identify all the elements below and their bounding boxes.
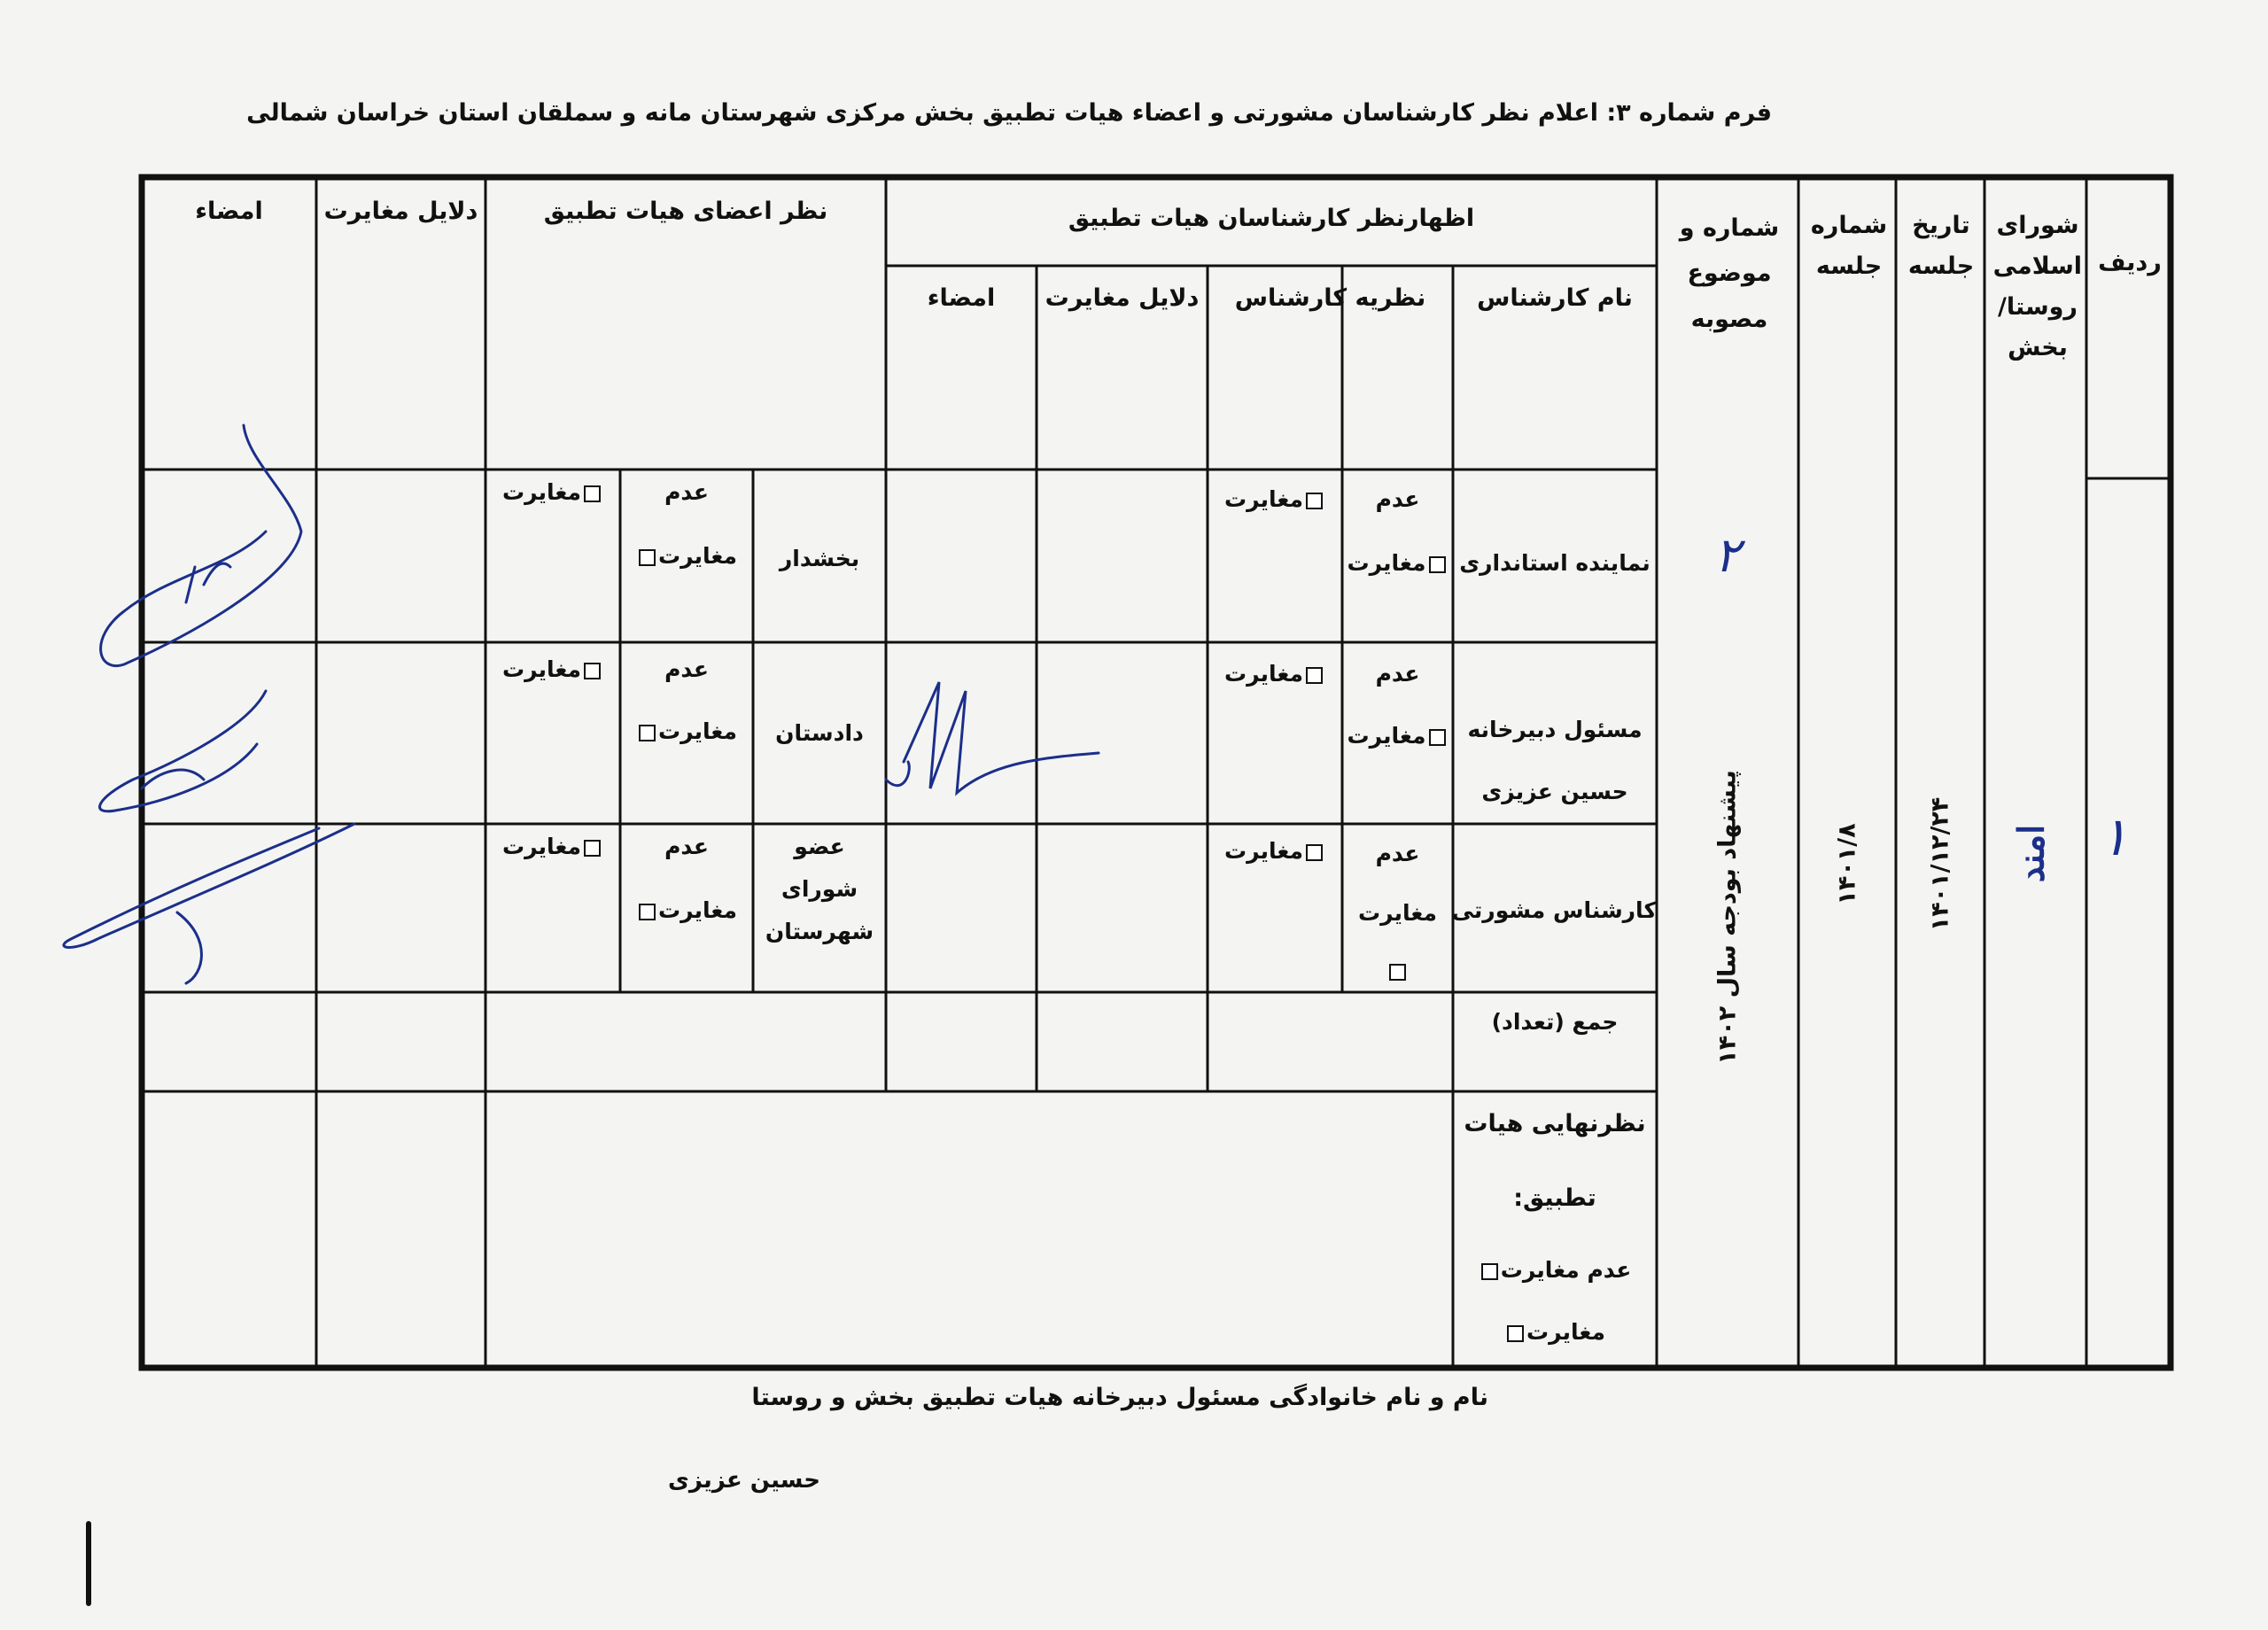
row3-member-adam-label: عدم: [664, 834, 709, 859]
row3-member-adam-text: مغایرت: [657, 897, 738, 923]
row2-expert-name-line2: حسین عزیزی: [1481, 779, 1628, 804]
shora-value: امند: [2010, 824, 2053, 883]
signature-row2: [100, 691, 266, 811]
row3-member-line3: شهرستان: [765, 919, 874, 944]
row2-adam-label: عدم: [1375, 661, 1420, 687]
row3-member-line1: عضو: [794, 834, 845, 859]
header-mosavabe: شماره و موضوع مصوبه: [1679, 214, 1780, 333]
row1-member-adam-label: عدم: [664, 479, 709, 505]
signature-row1: [101, 425, 301, 666]
header-members-group: نظر اعضای هیات تطبیق: [543, 198, 828, 225]
row3-expert-name: کارشناس مشورتی: [1451, 897, 1657, 923]
header-radif: ردیف: [2098, 249, 2162, 276]
footer-name: حسین عزیزی: [668, 1467, 820, 1494]
final-line1: نظرنهایی هیات: [1464, 1110, 1646, 1137]
form-title: فرم شماره ۳: اعلام نظر کارشناسان مشورتی و اعضاء هیات تطبیق بخش مرکزی شهرستان مانه و سملقان استان خراسان شمالی: [246, 99, 1772, 127]
final-opt1-text: عدم مغایرت: [1500, 1257, 1632, 1283]
row1-member-moghayerat-text: مغایرت: [501, 479, 582, 505]
signature-row3: [64, 824, 354, 983]
row1-moghayerat-text: مغایرت: [1223, 486, 1304, 512]
header-member-reasons: دلایل مغایرت: [323, 198, 478, 225]
shomare-value: ۱۴۰۱/۸: [1833, 823, 1861, 905]
header-expert-opinion: نظریه کارشناس: [1234, 284, 1426, 312]
header-member-sign: امضاء: [195, 198, 263, 225]
tarikh-value: ۱۴۰۱/۱۲/۲۴: [1926, 796, 1954, 932]
header-expert-name: نام کارشناس: [1477, 284, 1633, 312]
header-expert-reasons: دلایل مغایرت: [1045, 284, 1200, 312]
footer-title: نام و نام خانوادگی مسئول دبیرخانه هیات تطبیق بخش و روستا: [751, 1384, 1488, 1411]
row3-member-line2: شورای: [781, 876, 858, 902]
row1-adam-text: مغایرت: [1347, 550, 1426, 576]
radif-value: ۱: [2100, 806, 2129, 868]
header-shomare: شماره جلسه: [1810, 212, 1888, 280]
row3-adam-text: مغایرت: [1357, 900, 1438, 926]
row2-adam-text: مغایرت: [1347, 723, 1426, 749]
row2-member: دادستان: [775, 720, 864, 746]
signature-expert-row2: [886, 682, 1099, 793]
row1-member: بخشدار: [779, 546, 860, 571]
final-line2: تطبیق:: [1513, 1184, 1596, 1212]
row1-adam-label: عدم: [1375, 486, 1420, 512]
header-experts-group: اظهارنظر کارشناسان هیات تطبیق: [1068, 205, 1475, 232]
header-shora: شورای اسلامی روستا/ بخش: [1992, 212, 2082, 361]
row3-adam-label: عدم: [1375, 841, 1420, 866]
row3-moghayerat-text: مغایرت: [1223, 838, 1304, 864]
row1-member-adam-text: مغایرت: [657, 543, 738, 569]
row2-member-adam-label: عدم: [664, 656, 709, 682]
final-opt2-text: مغایرت: [1526, 1319, 1606, 1345]
row2-moghayerat-text: مغایرت: [1223, 661, 1304, 687]
row2-expert-name-line1: مسئول دبیرخانه: [1467, 717, 1643, 742]
row3-member-moghayerat-text: مغایرت: [501, 834, 582, 859]
row2-member-moghayerat-text: مغایرت: [501, 656, 582, 682]
mosavabe-text: پیشنهاد بودجه سال ۱۴۰۲: [1713, 770, 1742, 1065]
row2-member-adam-text: مغایرت: [657, 718, 738, 744]
header-tarikh: تاریخ جلسه: [1907, 212, 1975, 280]
header-expert-sign: امضاء: [927, 284, 996, 312]
sum-label: جمع (تعداد): [1491, 1009, 1619, 1035]
mosavabe-number: ۲: [1714, 527, 1741, 583]
row1-expert-name: نماینده استانداری: [1459, 550, 1651, 576]
